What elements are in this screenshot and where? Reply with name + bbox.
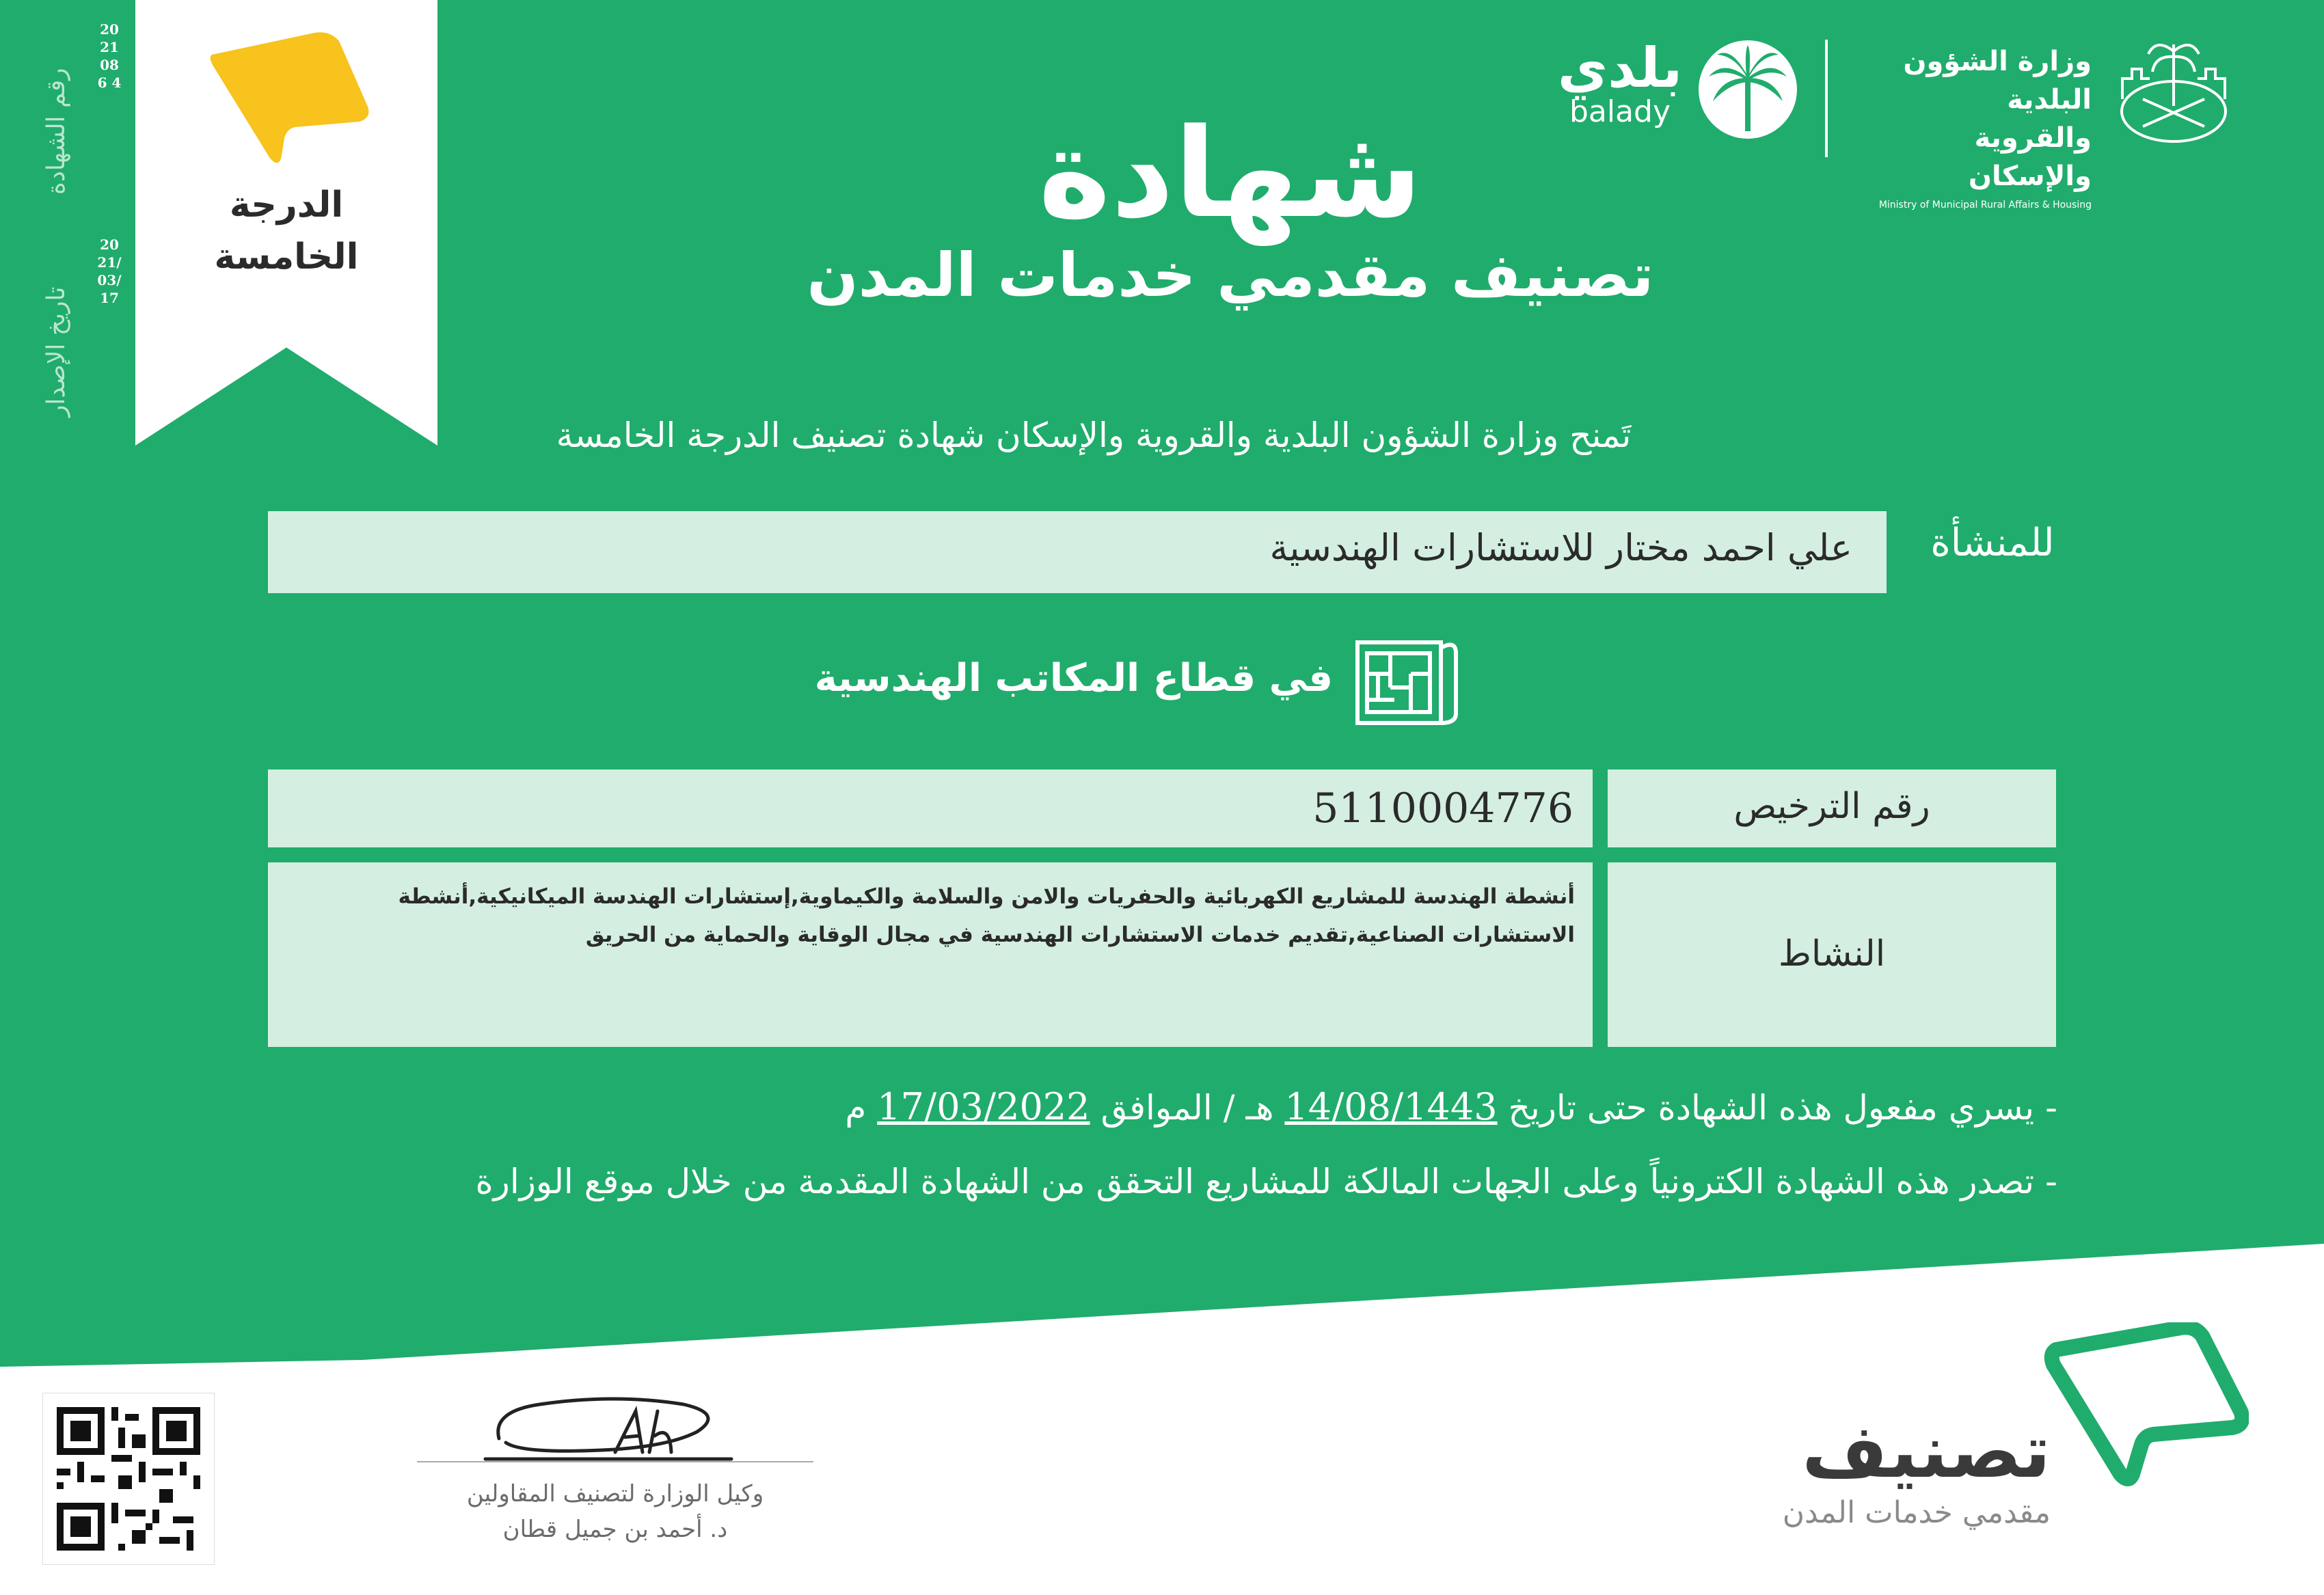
entity-box <box>268 511 1887 593</box>
cert-number-label: رقم الشهادة <box>42 68 70 195</box>
hijri-date: 14/08/1443 <box>1284 1085 1498 1128</box>
ministry-line2: والقروية والإسكان <box>1968 122 2092 192</box>
arrow-logo-icon <box>205 26 376 163</box>
header-divider <box>1825 40 1828 157</box>
ministry-emblem-icon <box>2109 31 2239 147</box>
entity-label: للمنشأة <box>1930 521 2055 565</box>
balady-en: balady <box>1569 94 1671 129</box>
issue-date-label: تاريخ الإصدار <box>42 286 70 417</box>
validity-prefix: - يسري مفعول هذه الشهادة حتى تاريخ <box>1508 1088 2057 1128</box>
issue-date-value: 2021/03/17 <box>97 236 122 306</box>
balady-ar: بلدي <box>1557 36 1683 100</box>
date-separator: / <box>1223 1088 1235 1128</box>
brand-arrow-icon <box>2044 1322 2249 1486</box>
license-value: 5110004776 <box>1312 785 1573 832</box>
activity-label-box <box>1608 862 2056 1047</box>
entity-value: علي احمد مختار للاستشارات الهندسية <box>1269 526 1852 569</box>
issue-date <box>96 236 123 307</box>
signature-name: د. أحمد بن جميل قطان <box>502 1516 728 1543</box>
hijri-suffix: هـ <box>1245 1088 1274 1128</box>
signature-block <box>410 1476 820 1547</box>
cert-number-value: 2021086 4 <box>97 21 122 91</box>
grade-line2: الخامسة <box>214 236 359 277</box>
activity-label: النشاط <box>1778 933 1886 974</box>
qr-code-icon <box>43 1393 214 1564</box>
license-label: رقم الترخيص <box>1733 786 1930 827</box>
activity-value: أنشطة الهندسة للمشاريع الكهربائية والحفريات والامن والسلامة والكيماوية,إستشارات الهندسة الميكانيكية,أنشطة الاستشارات الصناعية,تقديم خدمات الاستشارات الهندسية في مجال الوقاية والحماية من الحريق <box>398 884 1575 947</box>
activity-value-box <box>268 862 1593 1047</box>
certificate-title: شهادة <box>1038 103 1423 245</box>
license-label-box <box>1608 769 2056 847</box>
certificate-subtitle: تصنيف مقدمي خدمات المدن <box>807 240 1654 310</box>
sector-text: في قطاع المكاتب الهندسية <box>814 656 1333 700</box>
greg-date: 17/03/2022 <box>877 1085 1090 1128</box>
qr-code <box>42 1393 215 1565</box>
sector-row <box>814 629 1470 724</box>
corresponding-label: الموافق <box>1100 1088 1213 1128</box>
greg-suffix: م <box>845 1088 867 1128</box>
grade-line1: الدرجة <box>229 185 344 226</box>
signature-title: وكيل الوزارة لتصنيف المقاولين <box>466 1480 764 1508</box>
grant-statement: تَمنح وزارة الشؤون البلدية والقروية والإسكان شهادة تصنيف الدرجة الخامسة <box>556 415 1632 455</box>
brand-tagline: مقدمي خدمات المدن <box>1782 1495 2051 1530</box>
brand-name: تصنيف <box>1802 1409 2051 1495</box>
ministry-line1: وزارة الشؤون البلدية <box>1903 46 2092 115</box>
license-value-box <box>268 769 1593 847</box>
validity-line <box>845 1085 2057 1128</box>
signature-icon <box>478 1384 738 1473</box>
grade-text <box>135 179 437 283</box>
verification-note: - تصدر هذه الشهادة الكترونياً وعلى الجهات المالكة للمشاريع التحقق من الشهادة المقدمة من خلال موقع الوزارة <box>475 1162 2057 1201</box>
cert-number <box>96 21 123 92</box>
ministry-en: Ministry of Municipal Rural Affairs & Housing <box>1878 200 2092 210</box>
blueprint-icon <box>1353 633 1463 728</box>
ministry-name <box>1846 42 2092 210</box>
signature-line <box>417 1461 813 1462</box>
